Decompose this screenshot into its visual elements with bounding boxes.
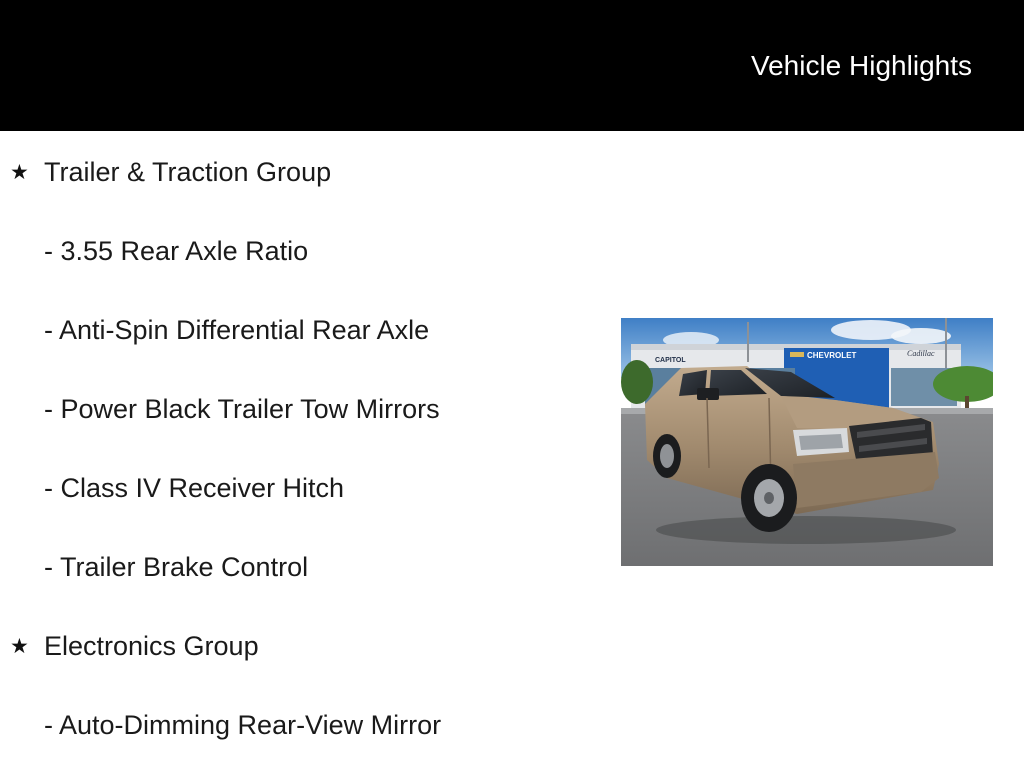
highlight-sub-item [0, 226, 600, 305]
star-icon: ★ [10, 160, 29, 184]
dealer-sign-cadillac: Cadillac [907, 349, 935, 358]
highlight-sub-label: - Auto-Dimming Rear-View Mirror [44, 710, 442, 740]
highlight-sub-label: - 3.55 Rear Axle Ratio [44, 236, 309, 266]
highlight-sub-label: - Trailer Brake Control [44, 552, 309, 582]
page-title: Vehicle Highlights [750, 50, 972, 81]
dealer-sign-capitol: CAPITOL [655, 357, 686, 364]
highlight-group-label: Trailer & Traction Group [44, 157, 332, 187]
highlight-sub-label: - Class IV Receiver Hitch [44, 473, 345, 503]
highlight-group-label: Electronics Group [44, 631, 259, 661]
highlights-list [0, 147, 600, 768]
highlight-sub-item [0, 384, 600, 463]
dealer-sign-chevrolet: CHEVROLET [807, 351, 857, 360]
tree [621, 360, 653, 404]
highlight-sub-label: - Anti-Spin Differential Rear Axle [44, 315, 430, 345]
highlight-sub-item [0, 700, 600, 768]
star-icon: ★ [10, 634, 29, 658]
vehicle-photo [621, 318, 993, 566]
highlight-group-item [0, 147, 600, 226]
highlight-sub-item [0, 305, 600, 384]
header-bar [0, 0, 1024, 131]
highlight-sub-item [0, 542, 600, 621]
highlight-sub-item [0, 463, 600, 542]
tow-mirror [697, 388, 719, 400]
highlight-sub-label: - Power Black Trailer Tow Mirrors [44, 394, 440, 424]
highlight-group-item [0, 621, 600, 700]
